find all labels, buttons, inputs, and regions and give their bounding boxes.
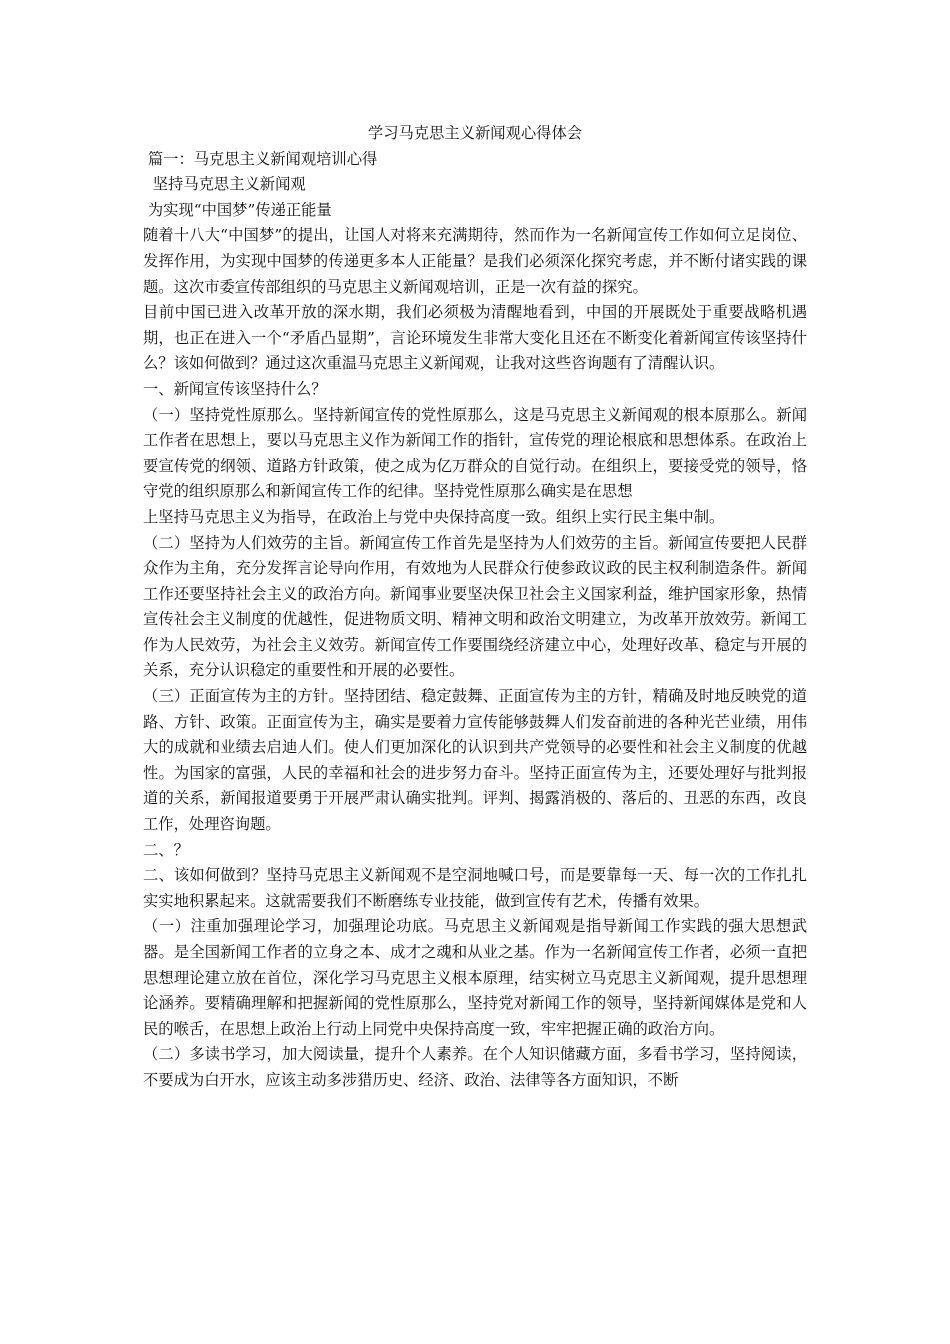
chapter-heading: 篇一：马克思主义新闻观培训心得 bbox=[143, 149, 378, 168]
paragraph-intro: 随着十八大“中国梦”的提出，让国人对将来充满期待，然而作为一名新闻宣传工作如何立足岗位、发挥作用，为实现中国梦的传递更多本人正能量？是我们必须深化探究考虑，并不断付诸实践的课题。这次市委宣传部组织的马克思主义新闻观培训，正是一次有益的探究。 bbox=[143, 226, 807, 296]
paragraph-party-principle: （一）坚持党性原那么。坚持新闻宣传的党性原那么，这是马克思主义新闻观的根本原那么。新闻工作者在思想上，要以马克思主义作为新闻工作的指针，宣传党的理论根底和思想体系。在政治上要宣传党的纲领、道路方针政策，使之成为亿万群众的自觉行动。在组织上，要接受党的领导，恪守党的组织原那么和新闻宣传工作的纪律。坚持党性原那么确实是在思想 bbox=[143, 405, 807, 501]
document-body bbox=[143, 121, 807, 1094]
paragraph-positive-propaganda: （三）正面宣传为主的方针。坚持团结、稳定鼓舞、正面宣传为主的方针，精确及时地反映党的道路、方针、政策。正面宣传为主，确实是要着力宣传能够鼓舞人们发奋前进的各种光芒业绩，用伟大的成就和业绩去启迪人们。使人们更加深化的认识到共产党领导的必要性和社会主义制度的优越性。为国家的富强，人民的幸福和社会的进步努力奋斗。坚持正面宣传为主，还要处理好与批判报道的关系，新闻报道要勇于开展严肃认确实批判。评判、揭露消极的、落后的、丑恶的东西，改良工作，处理咨询题。 bbox=[143, 687, 807, 834]
paragraph-serve-people: （二）坚持为人们效劳的主旨。新闻宣传工作首先是坚持为人们效劳的主旨。新闻宣传要把人民群众作为主角，充分发挥言论导向作用，有效地为人民群众行使参政议政的民主权利制造条件。新闻工作还要坚持社会主义的政治方向。新闻事业要坚决保卫社会主义国家利益，维护国家形象，热情宣传社会主义制度的优越性，促进物质文明、精神文明和政治文明建立，为改革开放效劳。新闻工作为人民效劳，为社会主义效劳。新闻宣传工作要围绕经济建立中心，处理好改革、稳定与开展的关系，充分认识稳定的重要性和开展的必要性。 bbox=[143, 533, 807, 680]
paragraph-theory-study: （一）注重加强理论学习，加强理论功底。马克思主义新闻观是指导新闻工作实践的强大思想武器。是全国新闻工作者的立身之本、成才之魂和从业之基。作为一名新闻宣传工作者，必须一直把思想理论建立放在首位，深化学习马克思主义根本原理，结实树立马克思主义新闻观，提升思想理论涵养。要精确理解和把握新闻的党性原那么，坚持党对新闻工作的领导，坚持新闻媒体是党和人民的喉舌，在思想上政治上行动上同党中央保持高度一致，牢牢把握正确的政治方向。 bbox=[143, 917, 807, 1038]
subtitle-line-1: 坚持马克思主义新闻观 bbox=[143, 175, 306, 194]
document-title: 学习马克思主义新闻观心得体会 bbox=[367, 124, 583, 142]
paragraph-party-principle-cont: 上坚持马克思主义为指导，在政治上与党中央保持高度一致。组织上实行民主集中制。 bbox=[143, 507, 725, 526]
subtitle-line-2: 为实现“中国梦”传递正能量 bbox=[143, 200, 332, 219]
paragraph-context: 目前中国已进入改革开放的深水期，我们必须极为清醒地看到，中国的开展既处于重要战略机遇期，也正在进入一个“矛盾凸显期”，言论环境发生非常大变化且还在不断变化着新闻宣传该坚持什么？该如何做到？通过这次重温马克思主义新闻观，让我对这些咨询题有了清醒认识。 bbox=[143, 303, 807, 373]
section-heading-2: 二、该如何做到？坚持马克思主义新闻观不是空洞地喊口号，而是要靠每一天、每一次的工作扎扎实实地积累起来。这就需要我们不断磨练专业技能，做到宣传有艺术，传播有效果。 bbox=[143, 866, 807, 910]
paragraph-reading: （二）多读书学习，加大阅读量，提升个人素养。在个人知识储藏方面，多看书学习，坚持阅读，不要成为白开水，应该主动多涉猎历史、经济、政治、法律等各方面知识，不断 bbox=[143, 1045, 807, 1089]
section-heading-2-placeholder: 二、？ bbox=[143, 840, 189, 859]
section-heading-1: 一、新闻宣传该坚持什么？ bbox=[143, 379, 327, 398]
